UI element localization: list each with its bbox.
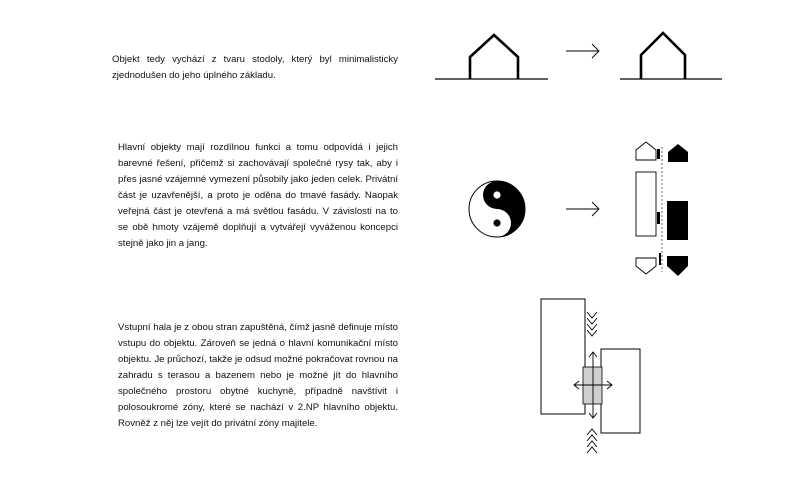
dark-private-volume bbox=[667, 144, 688, 276]
simplified-house-icon bbox=[641, 33, 685, 79]
connector-marks bbox=[657, 147, 662, 272]
paragraph-yin-yang-concept: Hlavní objekty mají rozdílnou funkci a tomu odpovídá i jejich barevné řešení, přičemž si zachovávají společné rysy tak, aby i přes jasné vzájemné vymezení působily jako jeden celek. Privátní část je uzavřenější, a proto je oděna do tmavé fasády. Naopak veřejná část je otevřená a má světlou fasádu. V závislosti na to se obě hmoty vzájemě doplňují a vytvářejí vyváženou koncepci stejně jako jin a jang. bbox=[118, 142, 398, 249]
yin-yang-icon bbox=[469, 181, 525, 237]
chevron-up-icon bbox=[587, 429, 597, 453]
paragraph-barn-concept: Objekt tedy vychází z tvaru stodoly, který byl minimalisticky zjednodušen do jeho úplného základu. bbox=[112, 54, 398, 81]
right-arrow-icon bbox=[566, 44, 599, 58]
paragraph-entrance-hall: Vstupní hala je z obou stran zapuštěná, čímž jasně definuje místo vstupu do objektu. Zároveň se jedná o hlavní komunikační místo objektu. Je průchozí, takže je odsud možné pokračovat rovnou na zahradu s terasou a bazenem nebo je možné jít do hlavního společného prostoru obytné kuchyně, případně navštívit i polosoukromé zóny, které se nachází v 2.NP hlavního objektu. Rovněž z něj lze vejít do privátní zóny majitele. bbox=[118, 322, 398, 429]
house-outline-icon bbox=[470, 35, 518, 79]
entrance-hall bbox=[583, 367, 602, 404]
chevron-down-icon bbox=[587, 312, 597, 336]
left-building-block bbox=[541, 299, 585, 414]
right-building-block bbox=[601, 349, 640, 433]
light-public-volume bbox=[636, 142, 656, 274]
right-arrow-icon bbox=[566, 202, 599, 216]
